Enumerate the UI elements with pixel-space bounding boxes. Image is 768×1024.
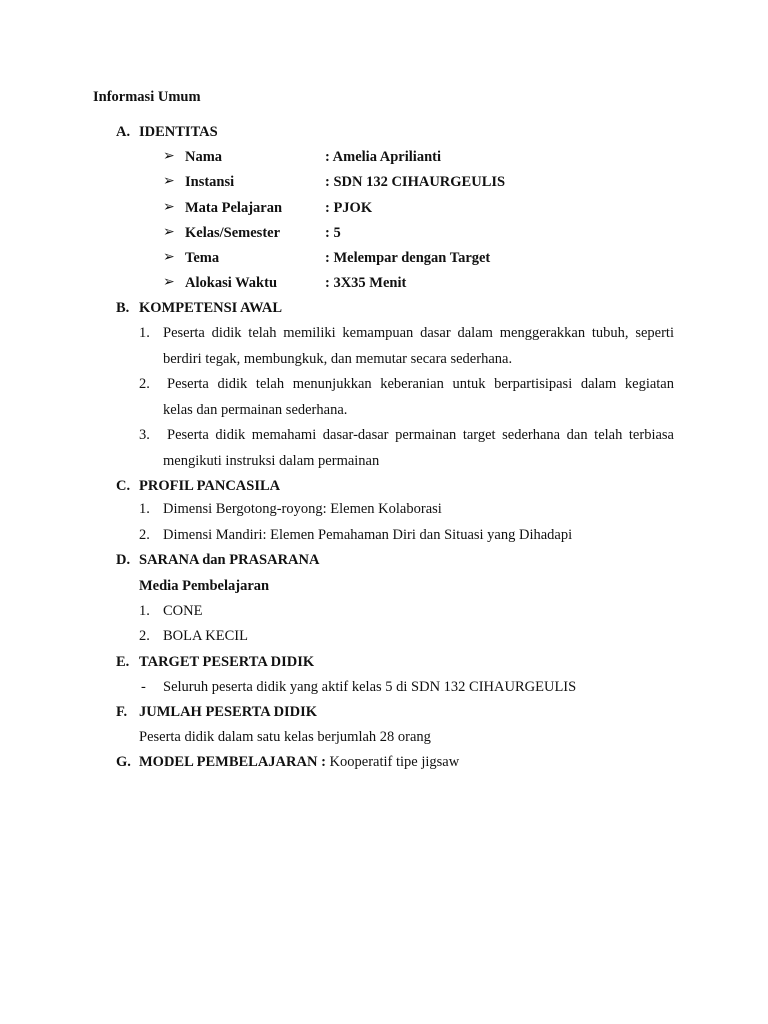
participant-count-text: Peserta didik dalam satu kelas berjumlah 28 orang [139, 729, 431, 745]
arrow-bullet-icon: ➢ [163, 275, 175, 290]
section-d-letter: D. [116, 552, 131, 568]
competency-1-line-1: Peserta didik telah memiliki kemampuan dasar dalam menggerakkan tubuh, seperti [163, 325, 674, 341]
list-number: 1. [139, 501, 150, 517]
list-number: 2. [139, 527, 150, 543]
identity-label-alokasi-waktu: Alokasi Waktu [185, 275, 278, 291]
competency-3-line-2: mengikuti instruksi dalam permainan [163, 453, 380, 469]
section-f-title: JUMLAH PESERTA DIDIK [139, 704, 318, 720]
section-d-subtitle: Media Pembelajaran [139, 578, 270, 594]
identity-value-alokasi-waktu: : 3X35 Menit [325, 275, 407, 291]
competency-1-line-2: berdiri tegak, membungkuk, dan memutar secara sederhana. [163, 351, 513, 367]
section-g-letter: G. [116, 754, 131, 770]
section-a-letter: A. [116, 124, 131, 140]
section-a-title: IDENTITAS [139, 124, 218, 140]
section-e-letter: E. [116, 654, 130, 670]
pancasila-item-1: Dimensi Bergotong-royong: Elemen Kolaborasi [163, 501, 442, 517]
identity-label-instansi: Instansi [185, 174, 235, 190]
list-number: 2. [139, 376, 150, 392]
pancasila-item-2: Dimensi Mandiri: Elemen Pemahaman Diri dan Situasi yang Dihadapi [163, 527, 573, 543]
list-number: 2. [139, 628, 150, 644]
section-b-letter: B. [116, 300, 130, 316]
section-f-letter: F. [116, 704, 128, 720]
identity-value-mata-pelajaran: : PJOK [325, 200, 373, 216]
list-number: 1. [139, 325, 150, 341]
section-g-title: MODEL PEMBELAJARAN : [139, 754, 326, 770]
section-c-title: PROFIL PANCASILA [139, 478, 281, 494]
identity-value-kelas-semester: : 5 [325, 225, 341, 241]
learning-model-text: Kooperatif tipe jigsaw [329, 754, 460, 770]
section-b-title: KOMPETENSI AWAL [139, 300, 283, 316]
document-heading: Informasi Umum [93, 89, 201, 105]
arrow-bullet-icon: ➢ [163, 225, 175, 240]
competency-3-line-1: Peserta didik memahami dasar-dasar permainan target sederhana dan telah terbiasa [167, 427, 674, 443]
identity-label-nama: Nama [185, 149, 223, 165]
competency-2-line-2: kelas dan permainan sederhana. [163, 402, 348, 418]
identity-label-kelas-semester: Kelas/Semester [185, 225, 281, 241]
arrow-bullet-icon: ➢ [163, 149, 175, 164]
arrow-bullet-icon: ➢ [163, 250, 175, 265]
list-number: 3. [139, 427, 150, 443]
identity-value-nama: : Amelia Aprilianti [325, 149, 441, 165]
dash-bullet: - [141, 679, 146, 695]
competency-2-line-1: Peserta didik telah menunjukkan keberanian untuk berpartisipasi dalam kegiatan [167, 376, 674, 392]
arrow-bullet-icon: ➢ [163, 200, 175, 215]
media-item-1: CONE [163, 603, 203, 619]
identity-label-mata-pelajaran: Mata Pelajaran [185, 200, 283, 216]
section-e-title: TARGET PESERTA DIDIK [139, 654, 315, 670]
target-text: Seluruh peserta didik yang aktif kelas 5 di SDN 132 CIHAURGEULIS [163, 679, 577, 695]
arrow-bullet-icon: ➢ [163, 174, 175, 189]
section-c-letter: C. [116, 478, 131, 494]
list-number: 1. [139, 603, 150, 619]
identity-value-tema: : Melempar dengan Target [325, 250, 491, 266]
media-item-2: BOLA KECIL [163, 628, 248, 644]
section-g-line [139, 753, 459, 771]
identity-value-instansi: : SDN 132 CIHAURGEULIS [325, 174, 506, 190]
section-d-title: SARANA dan PRASARANA [139, 552, 320, 568]
identity-label-tema: Tema [185, 250, 220, 266]
